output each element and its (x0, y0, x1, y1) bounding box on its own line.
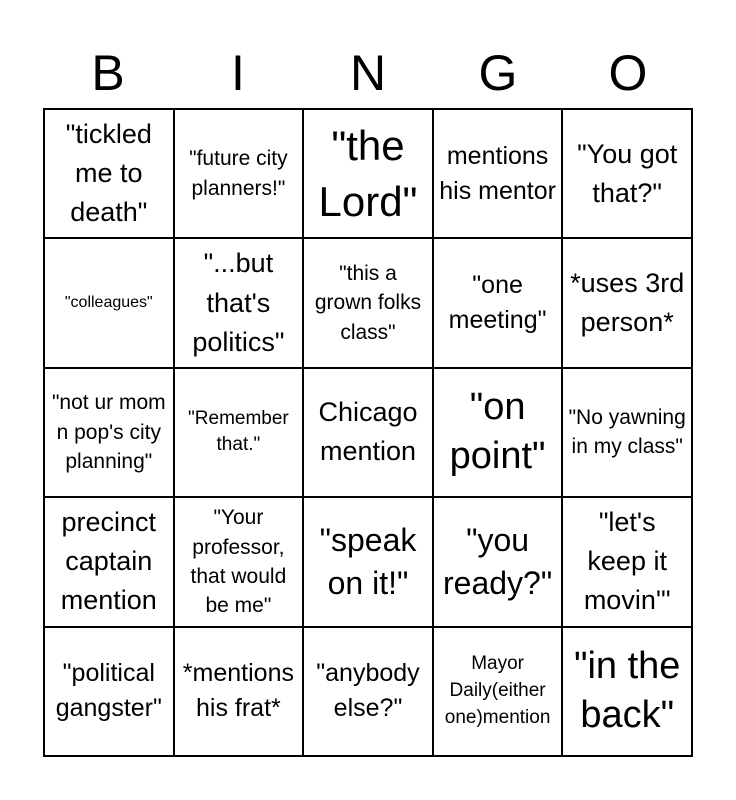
bingo-cell[interactable]: "future city planners!" (175, 110, 305, 239)
bingo-cell[interactable]: "the Lord" (304, 110, 434, 239)
header-letter-b: B (91, 45, 125, 101)
bingo-cell[interactable]: "Remember that." (175, 369, 305, 498)
bingo-cell[interactable]: "in the back" (563, 628, 693, 757)
bingo-cell[interactable]: "political gangster" (45, 628, 175, 757)
bingo-cell[interactable]: Chicago mention (304, 369, 434, 498)
bingo-cell[interactable]: "tickled me to death" (45, 110, 175, 239)
bingo-board (43, 108, 693, 757)
header-letter-i: I (231, 45, 245, 101)
bingo-cell[interactable]: "anybody else?" (304, 628, 434, 757)
bingo-cell[interactable]: *mentions his frat* (175, 628, 305, 757)
bingo-cell[interactable]: "on point" (434, 369, 564, 498)
bingo-header (43, 38, 693, 108)
bingo-cell[interactable]: "You got that?" (563, 110, 693, 239)
bingo-cell[interactable]: "No yawning in my class" (563, 369, 693, 498)
bingo-cell[interactable]: "you ready?" (434, 498, 564, 627)
bingo-cell[interactable]: "colleagues" (45, 239, 175, 368)
header-letter-g: G (478, 45, 518, 101)
header-letter-n: N (349, 45, 387, 101)
bingo-cell[interactable]: "speak on it!" (304, 498, 434, 627)
bingo-cell[interactable]: "...but that's politics" (175, 239, 305, 368)
bingo-cell[interactable]: "Your professor, that would be me" (175, 498, 305, 627)
bingo-cell[interactable]: precinct captain mention (45, 498, 175, 627)
bingo-cell[interactable]: *uses 3rd person* (563, 239, 693, 368)
header-letter-o: O (608, 45, 648, 101)
bingo-cell[interactable]: "this a grown folks class" (304, 239, 434, 368)
bingo-cell[interactable]: "one meeting" (434, 239, 564, 368)
bingo-cell[interactable]: Mayor Daily(either one)mention (434, 628, 564, 757)
bingo-cell[interactable]: mentions his mentor (434, 110, 564, 239)
bingo-cell[interactable]: "not ur mom n pop's city planning" (45, 369, 175, 498)
bingo-cell[interactable]: "let's keep it movin'" (563, 498, 693, 627)
